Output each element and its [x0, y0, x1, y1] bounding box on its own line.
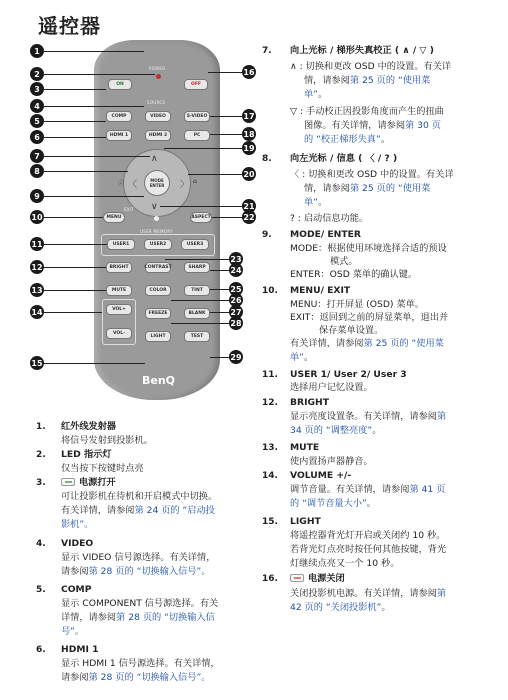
info-icon: ⓘ: [118, 180, 125, 187]
link-p28-a[interactable]: 第 28 页的 “切换输入信号”。: [88, 566, 211, 577]
item-3-heading: 电源打开: [79, 477, 116, 488]
callout-5: 5: [30, 114, 44, 128]
callout-3: 3: [30, 82, 44, 96]
remote-on-button: ON: [108, 79, 132, 90]
item-16-heading: 电源关闭: [308, 573, 345, 584]
remote-vol-minus-button: VOL-: [106, 328, 132, 339]
item-6-heading: HDMI 1: [61, 644, 99, 655]
link-p25-b[interactable]: 第 25 页的 “使用菜: [349, 183, 431, 194]
remote-user3-button: USER3: [181, 239, 209, 250]
item-4-heading: VIDEO: [61, 538, 94, 549]
source-label: SOURCE: [147, 100, 166, 105]
item-2-heading: LED 指示灯: [61, 449, 112, 460]
callout-28: 28: [229, 316, 243, 330]
remote-user2-button: USER2: [144, 239, 172, 250]
link-p28-c[interactable]: 第 28 页的 “切换输入信号”。: [88, 672, 211, 683]
callout-17: 17: [242, 109, 256, 123]
up-arrow-icon: ∧: [151, 154, 158, 164]
down-arrow-icon: ∨: [151, 202, 158, 212]
left-arrow-icon: 〈: [128, 180, 138, 190]
link-p25-c[interactable]: 第 25 页的 “使用菜: [363, 338, 444, 349]
ir-led: [156, 74, 161, 79]
remote-light-led: [154, 216, 159, 221]
callout-26: 26: [229, 293, 243, 307]
remote-illustration: [30, 36, 260, 404]
brand-logo: BenQ: [142, 374, 176, 387]
item-10-heading: MENU/ EXIT: [290, 285, 351, 296]
link-p30[interactable]: 第 30 页: [405, 120, 441, 131]
callout-25: 25: [229, 282, 243, 296]
remote-hdmi2-button: HDMI 2: [145, 130, 171, 141]
callout-27: 27: [229, 305, 243, 319]
link-p25-a[interactable]: 第 25 页的 “使用菜: [349, 75, 431, 86]
callout-24: 24: [229, 263, 243, 277]
callout-29: 29: [229, 350, 243, 364]
item-14-heading: VOLUME +/-: [290, 470, 352, 481]
callout-2: 2: [30, 67, 44, 81]
remote-hdmi1-button: HDMI 1: [106, 130, 132, 141]
remote-mute-button: MUTE: [106, 285, 132, 296]
link-p34[interactable]: 34 页的 “调整亮度”: [290, 425, 373, 436]
item-12-heading: BRIGHT: [290, 397, 329, 408]
callout-15: 15: [30, 356, 44, 370]
power-on-icon: [61, 478, 75, 486]
item-8-heading: 向左光标 / 信息 ( 〈 / ? ): [290, 153, 398, 164]
callout-4: 4: [30, 99, 44, 113]
callout-18: 18: [242, 127, 256, 141]
remote-freeze-button: FREEZE: [145, 308, 171, 319]
mode-enter-button: [144, 170, 170, 196]
callout-8: 8: [30, 164, 44, 178]
remote-sharp-button: SHARP: [184, 262, 210, 273]
page-title: 遥控器: [38, 14, 101, 38]
callout-19: 19: [242, 141, 256, 155]
item-1-heading: 红外线发射器: [61, 421, 117, 432]
item-15-heading: LIGHT: [290, 516, 321, 527]
right-arrow-icon: 〉: [180, 180, 190, 190]
callout-21: 21: [242, 199, 256, 213]
callout-16: 16: [242, 65, 256, 79]
remote-blank-button: BLANK: [184, 308, 210, 319]
remote-pc-button: PC: [184, 130, 210, 141]
callout-20: 20: [242, 167, 256, 181]
user-memory-label: USER MEMORY: [140, 229, 173, 234]
link-p42[interactable]: 42 页的 “关闭投影机”: [290, 602, 382, 613]
remote-svideo-button: S-VIDEO: [184, 111, 210, 122]
callout-9: 9: [30, 189, 44, 203]
callout-22: 22: [242, 210, 256, 224]
remote-menu-button: MENU: [103, 212, 125, 223]
remote-video-button: VIDEO: [145, 111, 171, 122]
enter-label: ENTER: [149, 183, 165, 188]
item-7-heading: 向上光标 / 梯形失真校正 ( ∧ / ▽ ): [290, 45, 434, 56]
callout-1: 1: [30, 44, 44, 58]
remote-light-button: LIGHT: [145, 331, 171, 342]
item-11-heading: USER 1/ User 2/ User 3: [290, 369, 407, 380]
remote-tint-button: TINT: [184, 285, 210, 296]
callout-23: 23: [229, 252, 243, 266]
power-label: POWER: [149, 66, 166, 71]
remote-contrast-button: CONTRAST: [145, 262, 171, 273]
link-p28-b[interactable]: 第 28 页的 “切换输入信: [116, 612, 215, 623]
callout-12: 12: [30, 260, 44, 274]
remote-bright-button: BRIGHT: [106, 262, 132, 273]
exit-label: EXIT: [124, 207, 135, 212]
callout-13: 13: [30, 283, 44, 297]
remote-aspect-button: ASPECT: [190, 212, 212, 223]
remote-test-button: TEST: [184, 331, 210, 342]
power-off-icon: [290, 574, 304, 582]
lock-icon: ⌂: [193, 178, 197, 185]
link-p24[interactable]: 第 24 页的 “启动投: [134, 505, 215, 516]
remote-color-button: COLOR: [145, 285, 171, 296]
remote-off-button: OFF: [184, 79, 208, 90]
callout-6: 6: [30, 130, 44, 144]
remote-vol-plus-button: VOL+: [106, 304, 132, 315]
link-p41[interactable]: 第 41 页: [409, 484, 446, 495]
remote-comp-button: COMP: [106, 111, 132, 122]
mode-label: MODE: [150, 178, 164, 183]
item-9-heading: MODE/ ENTER: [290, 229, 361, 240]
callout-11: 11: [30, 237, 44, 251]
callout-10: 10: [30, 210, 44, 224]
item-5-heading: COMP: [61, 584, 92, 595]
callout-7: 7: [30, 149, 44, 163]
remote-user1-button: USER1: [107, 239, 135, 250]
item-13-heading: MUTE: [290, 442, 320, 453]
callout-14: 14: [30, 305, 44, 319]
